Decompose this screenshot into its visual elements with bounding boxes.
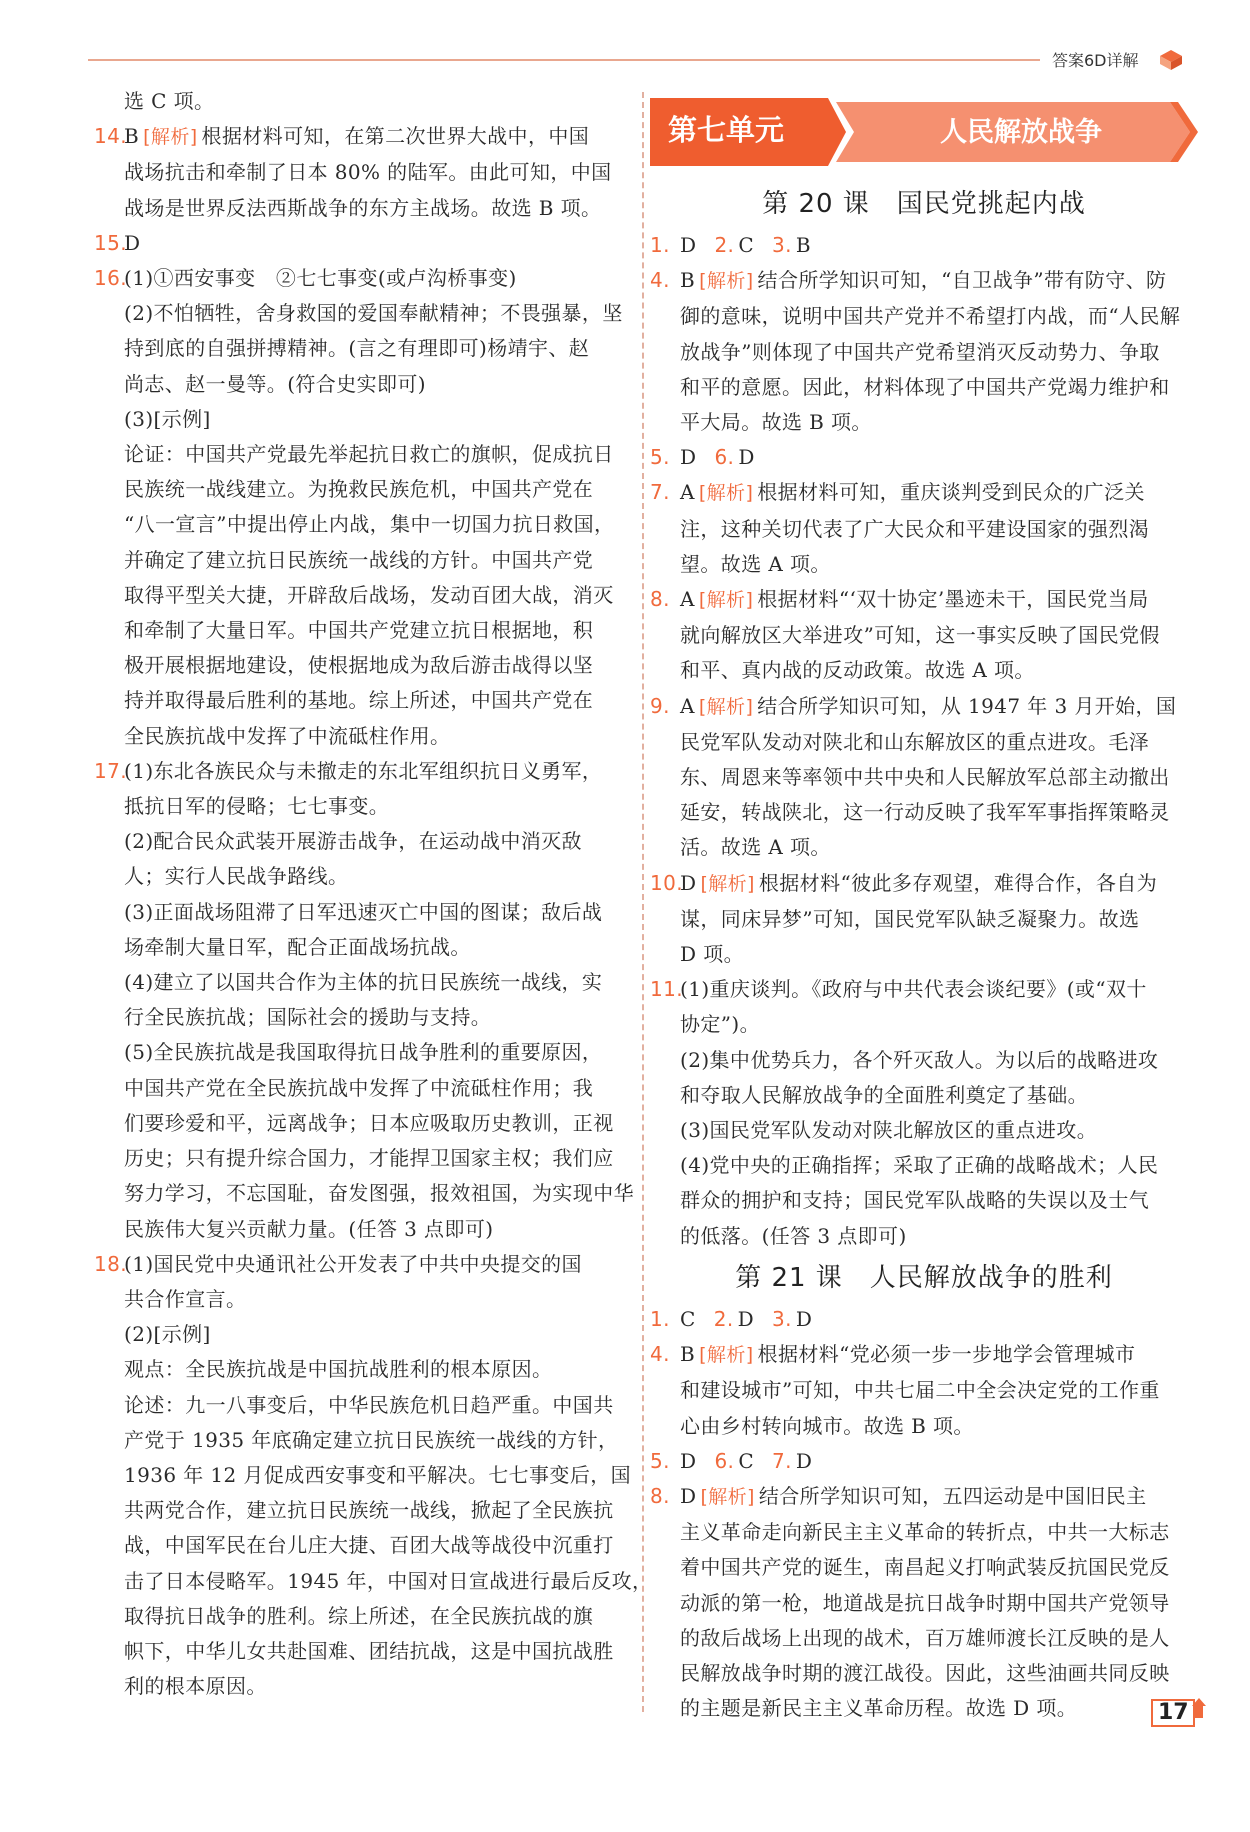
answer-text: 结合所学知识可知，五四运动是中国旧民主 [758,1483,1147,1508]
answer-text: 持到底的自强拼搏精神。(言之有理即可)杨靖宇、赵 [124,336,590,361]
answer-text: (1)国民党中央通讯社公开发表了中共中央提交的国 [124,1251,582,1276]
answer-text: 御的意味，说明中国共产党并不希望打内战，而“人民解 [680,304,1181,329]
answer-text: 观点：全民族抗战是中国抗战胜利的根本原因。 [124,1357,553,1382]
answer-text: 根据材料“彼此多存观望，难得合作，各自为 [758,870,1158,895]
answer-line [94,119,628,155]
answer-text: 击了日本侵略军。1945 年，中国对日宣战进行最后反攻， [124,1568,653,1593]
answer-text: 心由乡村转向城市。故选 B 项。 [680,1413,974,1438]
answer-text: D 项。 [680,942,744,967]
question-number: 15. [94,230,128,255]
answer-line [94,1458,632,1493]
answer-line [650,1337,1198,1373]
answer-text: 选 C 项。 [124,89,215,113]
answer-line [650,1078,1198,1113]
answer-text: 利的根本原因。 [124,1674,267,1699]
answer-text: 取得平型关大捷，开辟敌后战场，发动百团大战，消灭 [124,582,614,607]
analysis-tag: [解析] [700,872,755,895]
answer-text: (5)全民族抗战是我国取得抗日战争胜利的重要原因， [124,1040,603,1065]
answer-text: (4)建立了以国共合作为主体的抗日民族统一战线，实 [124,970,603,995]
answer-text: 主义革命走向新民主主义革命的转折点，中共一大标志 [680,1520,1170,1545]
answer-line [650,1113,1198,1148]
answer-line [650,795,1198,830]
answer-choice: D [680,1483,697,1508]
answer-text: (3)正面战场阻滞了日军迅速灭亡中国的图谋；敌后战 [124,899,603,924]
answer-text: 根据材料可知，重庆谈判受到民众的广泛关 [757,480,1145,505]
unit-banner [650,98,1198,166]
question-number: 14. [94,124,128,149]
answer-line [650,1691,1198,1726]
answer-line [650,1148,1198,1183]
answer-line [650,335,1198,370]
answer-line [650,370,1198,405]
question-number: 2. [714,233,735,257]
answer-line [94,226,628,261]
answer-text: D [124,230,141,255]
answer-text: 平大局。故选 B 项。 [680,410,872,435]
answer-line [650,228,1198,263]
answer-line [94,859,628,894]
answer-text: 的主题是新民主主义革命历程。故选 D 项。 [680,1696,1078,1721]
answer-text: 注，这种关切代表了广大民众和平建设国家的强烈渴 [680,516,1150,541]
answer-text: 结合所学知识可知，从 1947 年 3 月开始，国 [757,693,1177,718]
answer-line [94,1352,628,1387]
inline-answer [768,233,811,257]
answer-text: 协定”)。 [680,1012,761,1037]
answer-text: 历史；只有提升综合国力，才能捍卫国家主权；我们应 [124,1146,614,1171]
question-number: 6. [714,445,735,470]
answer-text: D [795,1448,813,1473]
analysis-tag: [解析] [700,1485,755,1508]
answer-text: 根据材料“‘双十协定’墨迹未干，国民党当局 [757,587,1149,612]
answer-line [94,1599,628,1634]
answer-line [650,689,1198,725]
answer-line [94,1071,628,1106]
answer-text: 望。故选 A 项。 [680,551,831,576]
answer-line [94,895,628,930]
answer-line [94,296,628,331]
answer-text: 论证：中国共产党最先举起抗日救亡的旗帜，促成抗日 [124,442,614,467]
answer-text: 论述：九一八事变后，中华民族危机日趋严重。中国共 [124,1392,614,1417]
answer-text: D [795,1306,813,1331]
answer-text: 和平的意愿。因此，材料体现了中国共产党竭力维护和 [680,374,1170,399]
answer-text: 共合作宣言。 [124,1286,247,1311]
header-rule [88,59,1040,61]
answer-line [94,155,628,190]
answer-text: 民党军队发动对陕北和山东解放区的重点进攻。毛泽 [680,729,1150,754]
answer-text: 帜下，中华儿女共赴国难、团结抗战，这是中国抗战胜 [124,1638,614,1663]
question-number: 3. [772,233,792,257]
answer-line [94,719,628,754]
answer-line [94,367,628,402]
answer-text: 和平、真内战的反动政策。故选 A 项。 [680,658,1035,683]
answer-text: 尚志、赵一曼等。(符合史实即可) [124,371,427,396]
answer-line [94,261,628,296]
answer-line [94,1282,628,1317]
answer-text: D [738,445,755,470]
analysis-tag: [解析] [143,126,198,149]
answer-line [94,1176,634,1211]
answer-line [650,263,1198,299]
question-number: 6. [714,1448,735,1473]
answer-line [650,725,1198,760]
answer-choice: A [680,693,695,718]
answer-text: 抵抗日军的侵略；七七事变。 [124,794,390,819]
answer-text: 的低落。(任答 3 点即可) [680,1223,907,1248]
answer-text: 战，中国军民在台儿庄大捷、百团大战等战役中沉重打 [124,1533,614,1558]
header-label: 答案6D详解 [1052,51,1139,70]
question-number: 1. [650,233,670,257]
question-number: 2. [713,1306,734,1331]
answer-line [650,1373,1198,1408]
answer-choice: B [680,1342,696,1367]
answer-line [94,472,628,507]
answer-line [94,1634,628,1669]
answer-text: 和牵制了大量日军。中国共产党建立抗日根据地，积 [124,618,594,643]
answer-line [650,1409,1198,1444]
answer-text: 极开展根据地建设，使根据地成为敌后游击战得以坚 [124,653,594,678]
answer-line [650,1444,1198,1479]
answer-line [650,1007,1198,1042]
answer-text: D [680,445,697,470]
answer-line [650,582,1198,618]
answer-text: (1)东北各族民众与未撤走的东北军组织抗日义勇军， [124,758,603,783]
answer-line [94,930,628,965]
question-number: 18. [94,1251,128,1276]
answer-line [650,475,1198,511]
answer-line [650,866,1198,902]
right-column [650,98,1198,1726]
answer-text: 产党于 1935 年底确定建立抗日民族统一战线的方针， [124,1427,619,1452]
answer-text: (1)①西安事变 ②七七事变(或卢沟桥事变) [124,266,517,291]
answer-text: 战场是世界反法西斯战争的东方主战场。故选 B 项。 [124,195,602,220]
left-column [94,84,653,1704]
book-logo-icon [1158,48,1184,72]
answer-line [94,648,628,683]
answer-text: 根据材料可知，在第二次世界大战中，中国 [201,124,590,149]
answer-line [94,824,628,859]
page-number: 17 [1158,1700,1189,1725]
answer-line [650,830,1198,865]
answer-text: 和建设城市”可知，中共七届二中全会决定党的工作重 [680,1378,1160,1403]
analysis-tag: [解析] [699,270,754,293]
answer-line [94,543,628,578]
answer-text: 共两党合作，建立抗日民族统一战线，掀起了全民族抗 [124,1498,614,1523]
answer-text: (3)[示例] [124,406,211,431]
question-number: 5. [650,445,670,470]
answer-line [94,789,628,824]
inline-answer [768,1307,812,1331]
answer-text: (2)[示例] [124,1322,211,1347]
answer-line [94,1669,628,1704]
answer-text: 取得抗日战争的胜利。综上所述，在全民族抗战的旗 [124,1603,594,1628]
answer-line [650,1656,1198,1691]
question-number: 10. [650,870,684,895]
answer-text: 场牵制大量日军，配合正面战场抗战。 [124,934,471,959]
question-number: 5. [650,1448,670,1473]
answer-text: 就向解放区大举进攻”可知，这一事实反映了国民党假 [680,623,1160,648]
answer-line [650,1479,1198,1515]
answer-text: (2)集中优势兵力，各个歼灭敌人。为以后的战略进攻 [680,1047,1159,1072]
question-number: 7. [650,480,670,505]
answer-line [94,1388,628,1423]
answer-line [650,902,1198,937]
answer-line [94,965,628,1000]
question-number: 17. [94,758,128,783]
analysis-tag: [解析] [698,482,754,505]
answer-text: D [680,1448,697,1473]
answer-line [94,1247,628,1282]
answer-line [94,1212,628,1247]
answer-line [650,1621,1198,1656]
answer-line [94,402,628,437]
answer-text: 和夺取人民解放战争的全面胜利奠定了基础。 [680,1082,1088,1107]
answer-line [650,405,1198,440]
answer-line [650,1302,1198,1337]
answer-line [94,683,628,718]
answer-line [650,1515,1198,1550]
answer-text: (1)重庆谈判。《政府与中共代表会谈纪要》(或“双十 [680,977,1147,1002]
unit-title: 第七单元 [668,113,785,147]
answer-text: 活。故选 A 项。 [680,835,831,860]
answer-text: C [680,1306,696,1331]
answer-text: D [680,233,697,257]
answer-text: (2)不怕牺牲，舍身救国的爱国奉献精神；不畏强暴，坚 [124,301,623,326]
answer-text: 的敌后战场上出现的战术，百万雄师渡长江反映的是人 [680,1625,1170,1650]
lesson-21-answers [650,1302,1198,1726]
answer-text: 民族伟大复兴贡献力量。(任答 3 点即可) [124,1216,494,1241]
answer-text: 谋，同床异梦”可知，国民党军队缺乏凝聚力。故选 [680,906,1140,931]
answer-text: 战场抗击和牵制了日本 80% 的陆军。由此可知，中国 [124,160,612,185]
answer-line [650,1586,1198,1621]
answer-line [94,1564,653,1599]
answer-text: 中国共产党在全民族抗战中发挥了中流砥柱作用；我 [124,1075,594,1100]
unit-subtitle: 人民解放战争 [940,117,1102,148]
answer-text: 着中国共产党的诞生，南昌起义打响武装反抗国民党反 [680,1555,1170,1580]
answer-text: D [737,1306,755,1331]
question-number: 1. [650,1306,670,1331]
question-number: 16. [94,266,128,291]
answer-text: 群众的拥护和支持；国民党军队战略的失误以及士气 [680,1188,1150,1213]
inline-answer [710,233,754,257]
analysis-tag: [解析] [698,589,754,612]
answer-text: (2)配合民众武装开展游击战争，在运动战中消灭敌 [124,829,582,854]
answer-choice: D [680,870,697,895]
answer-choice: B [680,268,696,293]
answer-line [94,507,628,542]
answer-text: 持并取得最后胜利的基地。综上所述，中国共产党在 [124,688,594,713]
answer-line [94,1317,628,1352]
answer-line [650,1183,1198,1218]
question-number: 4. [650,1342,670,1367]
answer-line [650,1550,1198,1585]
question-number: 3. [772,1306,792,1331]
answer-text: (3)国民党军队发动对陕北解放区的重点进攻。 [680,1118,1098,1143]
answer-line [650,512,1198,547]
answer-line [94,1493,628,1528]
answer-line [650,618,1198,653]
inline-answer [710,1449,754,1473]
answer-line [650,972,1198,1007]
answer-line [94,754,628,789]
answer-text: 民解放战争时期的渡江战役。因此，这些油画共同反映 [680,1660,1170,1685]
answer-text: 动派的第一枪，地道战是抗日战争时期中国共产党领导 [680,1590,1170,1615]
answer-line [650,653,1198,688]
inline-answer [710,1307,754,1331]
answer-line [94,1035,628,1070]
answer-line [94,1000,628,1035]
question-number: 8. [650,1483,670,1508]
answer-line [650,937,1198,972]
answer-text: 东、周恩来等率领中共中央和人民解放军总部主动撤出 [680,765,1170,790]
answer-line [650,440,1198,475]
answer-text: “八一宣言”中提出停止内战，集中一切国力抗日救国， [124,512,615,537]
lesson-20-answers [650,228,1198,1254]
inline-answer [710,445,754,469]
answer-line [94,1106,628,1141]
answer-line [94,1423,628,1458]
answer-line [94,1141,628,1176]
column-divider [642,92,644,1712]
answer-line [650,547,1198,582]
answer-line [94,191,628,226]
lesson-21-title: 第 21 课 人民解放战争的胜利 [735,1262,1113,1293]
question-number: 4. [650,268,670,293]
answer-line [650,760,1198,795]
answer-text: 民族统一战线建立。为挽救民族危机，中国共产党在 [124,477,594,502]
analysis-tag: [解析] [699,1344,754,1367]
answer-text: B [795,233,812,257]
answer-text: 放战争”则体现了中国共产党希望消灭反动势力、争取 [680,339,1160,364]
answer-line [650,1043,1198,1078]
answer-text: 1936 年 12 月促成西安事变和平解决。七七事变后，国 [124,1462,632,1487]
question-number: 9. [650,693,670,718]
answer-choice: A [680,480,695,505]
answer-text: 根据材料“党必须一步一步地学会管理城市 [757,1342,1136,1367]
answer-text: 并确定了建立抗日民族统一战线的方针。中国共产党 [124,547,594,572]
answer-text: 结合所学知识可知，“自卫战争”带有防守、防 [757,268,1167,293]
answer-line [650,1219,1198,1254]
answer-line [94,437,628,472]
lesson-20-title: 第 20 课 国民党挑起内战 [762,189,1086,219]
answer-text: 们要珍爱和平，远离战争；日本应吸取历史教训，正视 [124,1110,614,1135]
analysis-tag: [解析] [698,695,754,718]
answer-line [94,613,628,648]
answer-choice: B [124,124,140,149]
answer-line [94,578,628,613]
answer-text: 行全民族抗战；国际社会的援助与支持。 [124,1005,492,1030]
answer-text: (4)党中央的正确指挥；采取了正确的战略战术；人民 [680,1153,1159,1178]
answer-line [650,299,1198,334]
question-number: 7. [772,1448,792,1473]
answer-text: 全民族抗战中发挥了中流砥柱作用。 [124,723,451,748]
answer-text: 努力学习，不忘国耻，奋发图强，报效祖国，为实现中华 [124,1181,634,1206]
answer-text: C [738,1448,755,1473]
question-number: 11. [650,977,684,1002]
answer-line [94,84,628,119]
answer-text: 延安，转战陕北，这一行动反映了我军军事指挥策略灵 [680,800,1170,825]
inline-answer [768,1449,812,1473]
question-number: 8. [650,587,670,612]
answer-text: C [738,233,755,257]
answer-line [94,1528,628,1563]
answer-text: 人；实行人民战争路线。 [124,864,349,889]
answer-line [94,331,628,366]
answer-choice: A [680,587,695,612]
